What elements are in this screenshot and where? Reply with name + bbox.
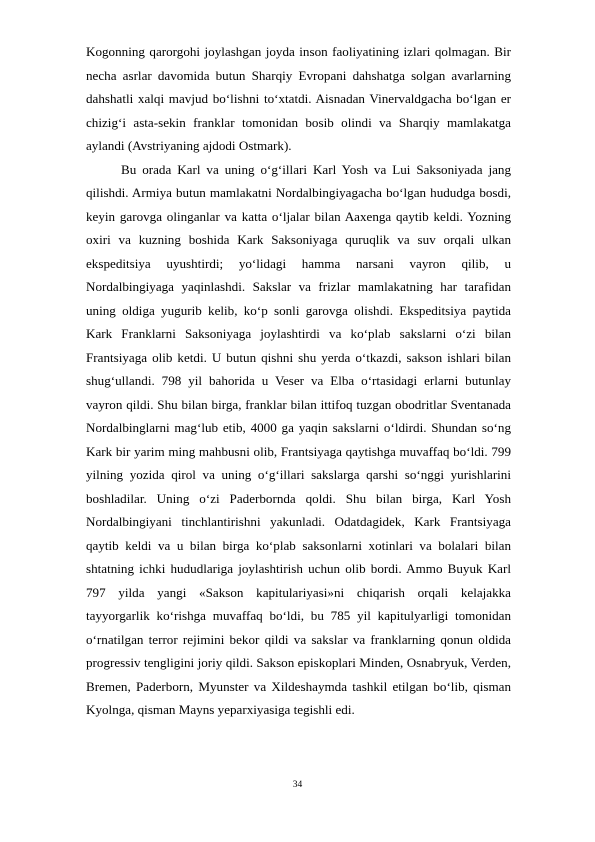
paragraph-2: Bu orada Karl va uning o‘g‘illari Karl Yosh va Lui Saksoniyada jang qilishdi. Armiya butun mamlakatni Nordalbingiyagacha bo‘lgan hududga bosdi, keyin garovga olinganlar va katta o‘ljalar bilan Aaxenga qaytib keldi. Yozning oxiri va kuzning boshida Kark Saksoniyaga quruqlik va suv orqali ulkan ekspeditsiya uyushtirdi; yo‘lidagi hamma narsani vayron qilib, u Nordalbingiyaga yaqinlashdi. Sakslar va frizlar mamlakatning har tarafidan uning oldiga yugurib kelib, ko‘p sonli garovga olishdi. Ekspeditsiya paytida Kark Franklarni Saksoniyaga joylashtirdi va ko‘plab sakslarni o‘zi bilan Frantsiyaga olib ketdi. U butun qishni shu yerda o‘tkazdi, sakson ishlari bilan shug‘ullandi. 798 yil bahorida u Veser va Elba o‘rtasidagi erlarni butunlay vayron qildi. Shu bilan birga, franklar bilan ittifoq tuzgan obodritlar Sventanada Nordalbinglarni mag‘lub etib, 4000 ga yaqin sakslarni o‘ldirdi. Shundan so‘ng Kark bir yarim ming mahbusni olib, Frantsiyaga qaytishga muvaffaq bo‘ldi. 799 yilning yozida qirol va uning o‘g‘illari sakslarga qarshi so‘nggi yurishlarini boshladilar. Uning o‘zi Paderbornda qoldi. Shu bilan birga, Karl Yosh Nordalbingiyani tinchlantirishni yakunladi. Odatdagidek, Kark Frantsiyaga qaytib keldi va u bilan birga ko‘plab saksonlarni xotinlari va bolalari bilan shtatning ichki hududlariga joylashtirish uchun olib bordi. Ammo Buyuk Karl 797 yilda yangi «Sakson kapitulariyasi»ni chiqarish orqali kelajakka tayyorgarlik ko‘rishga muvaffaq bo‘ldi, bu 785 yil kapitulyarligi tomonidan o‘rnatilgan terror rejimini bekor qildi va sakslar va franklarning qonun oldida progressiv tengligini joriy qildi. Sakson episkoplari Minden, Osnabryuk, Verden, Bremen, Paderborn, Myunster va Xildeshaymda tashkil etilgan bo‘lib, qisman Kyolnga, qisman Mayns yeparxiyasiga tegishli edi. xyxy=(86,161,511,717)
paragraph-1: Kogonning qarorgohi joylashgan joyda inson faoliyatining izlari qolmagan. Bir necha asrlar davomida butun Sharqiy Evropani dahshatga solgan avarlarning dahshatli xalqi mavjud bo‘lishni to‘xtatdi. Aisnadan Vinervaldgacha bo‘lgan er chizig‘i asta-sekin franklar tomonidan bosib olindi va Sharqiy mamlakatga aylandi (Avstriyaning ajdodi Ostmark). xyxy=(86,44,511,153)
page-number: 34 xyxy=(292,780,303,790)
body-text xyxy=(86,40,511,722)
